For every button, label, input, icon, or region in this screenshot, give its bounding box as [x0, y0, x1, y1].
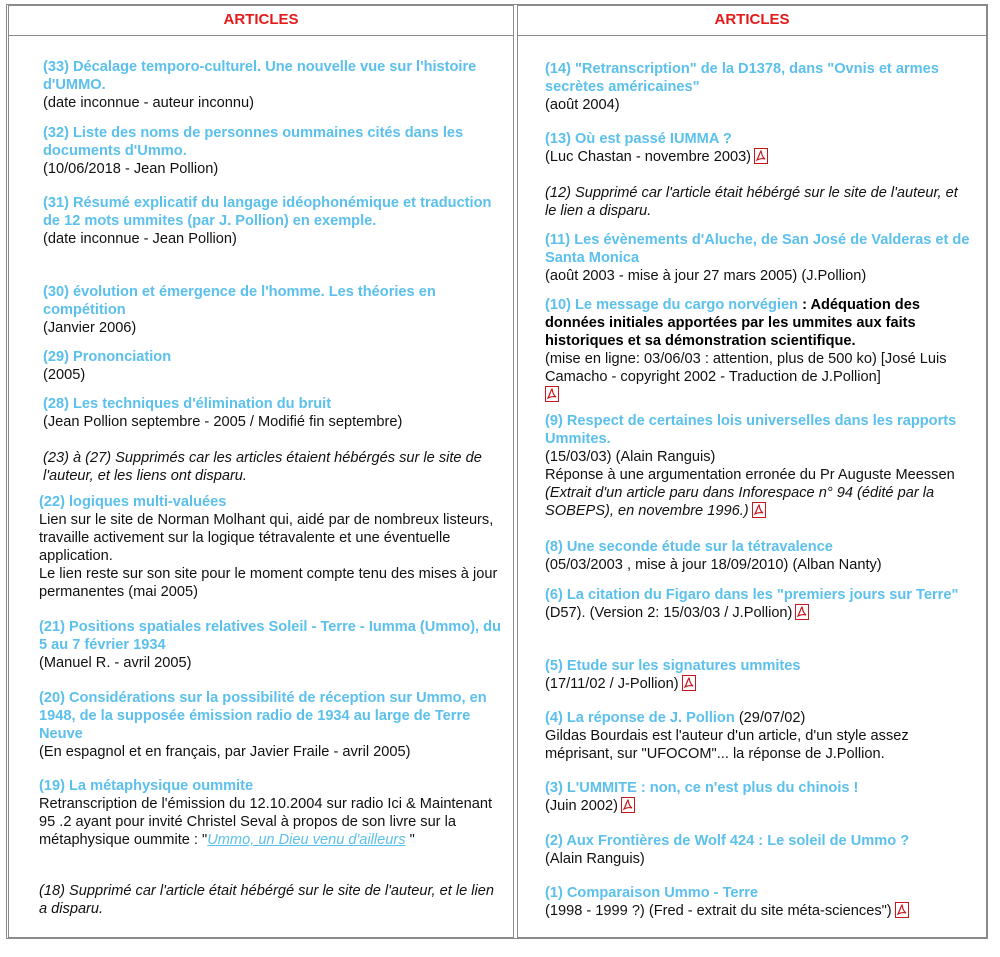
article-title-link[interactable]: (10) Le message du cargo norvégien: [545, 297, 799, 313]
pdf-icon[interactable]: [621, 797, 635, 813]
article-meta: (Manuel R. - avril 2005): [39, 655, 192, 671]
book-link[interactable]: Ummo, un Dieu venu d'ailleurs: [207, 832, 406, 848]
article-21: [39, 618, 501, 672]
article-meta: (05/03/2003 , mise à jour 18/09/2010) (Alban Nanty): [545, 557, 882, 573]
article-meta: (Luc Chastan - novembre 2003): [545, 149, 752, 165]
article-title-link[interactable]: (1) Comparaison Ummo - Terre: [545, 885, 758, 901]
article-6: [545, 586, 970, 622]
article-1: [545, 884, 970, 920]
article-title-link[interactable]: (30) évolution et émergence de l'homme. Les théories en compétition: [43, 284, 436, 318]
article-title-link[interactable]: (22) logiques multi-valuées: [39, 494, 227, 510]
pdf-icon[interactable]: [795, 604, 809, 620]
article-subtitle: : Adéquation des données initiales apportées par les ummites aux faits historiques et sa démonstration scientifique.: [545, 297, 920, 349]
article-5: [545, 657, 970, 693]
article-20: [39, 689, 501, 761]
article-31: [43, 194, 505, 248]
article-2: [545, 832, 970, 868]
column-header: ARTICLES: [518, 6, 986, 36]
article-9: [545, 412, 970, 520]
article-title-link[interactable]: (20) Considérations sur la possibilité de réception sur Ummo, en 1948, de la supposée émission radio de 1934 au large de Terre Neuve: [39, 690, 487, 742]
article-23-27-note: (23) à (27) Supprimés car les articles étaient hébérgés sur le site de l'auteur, et les liens ont disparu.: [43, 450, 482, 484]
article-10: [545, 296, 970, 404]
article-title-link[interactable]: (14) "Retranscription" de la D1378, dans "Ovnis et armes secrètes américaines": [545, 61, 939, 95]
article-title-link[interactable]: (33) Décalage temporo-culturel. Une nouvelle vue sur l'histoire d'UMMO.: [43, 59, 477, 93]
article-title-link[interactable]: (31) Résumé explicatif du langage idéophonémique et traduction de 12 mots ummites (par J. Pollion) en exemple.: [43, 195, 492, 229]
article-meta: (Juin 2002): [545, 798, 619, 814]
article-meta: (mise en ligne: 03/06/03 : attention, plus de 500 ko) [José Luis Camacho - copyright 2002 - Traduction de J.Pollion]: [545, 351, 947, 385]
article-8: [545, 538, 970, 574]
article-22: [39, 493, 501, 601]
article-title-link[interactable]: (13) Où est passé IUMMA ?: [545, 131, 732, 147]
article-title-link[interactable]: (32) Liste des noms de personnes oummaines cités dans les documents d'Ummo.: [43, 125, 464, 159]
article-12-note: (12) Supprimé car l'article était hébérgé sur le site de l'auteur, et le lien a disparu.: [545, 185, 958, 219]
article-meta: Lien sur le site de Norman Molhant qui, aidé par de nombreux listeurs, travaille activement sur la logique tétravalente et une éventuelle application.: [39, 512, 494, 564]
article-14: [545, 60, 970, 114]
column-header: ARTICLES: [9, 6, 513, 36]
article-meta: (1998 - 1999 ?) (Fred - extrait du site méta-sciences"): [545, 903, 892, 919]
pdf-icon[interactable]: [682, 675, 696, 691]
article-13: [545, 130, 970, 166]
article-meta: (Janvier 2006): [43, 320, 137, 336]
article-meta: (15/03/03) (Alain Ranguis): [545, 449, 716, 465]
article-11: [545, 231, 970, 285]
article-title-link[interactable]: (29) Prononciation: [43, 349, 172, 365]
article-meta-2: Le lien reste sur son site pour le moment compte tenu des mises à jour permanentes (mai 2005): [39, 566, 498, 600]
article-18-note: (18) Supprimé car l'article était hébérgé sur le site de l'auteur, et le lien a disparu.: [39, 883, 494, 917]
right-column: [517, 5, 987, 938]
article-meta: (17/11/02 / J-Pollion): [545, 676, 679, 692]
article-19: [39, 777, 501, 849]
pdf-icon[interactable]: [752, 502, 766, 518]
article-title-link[interactable]: (11) Les évènements d'Aluche, de San José de Valderas et de Santa Monica: [545, 232, 970, 266]
article-date: (29/07/02): [734, 710, 806, 726]
article-meta: (D57). (Version 2: 15/03/03 / J.Pollion): [545, 605, 793, 621]
article-meta-end: ": [405, 832, 415, 848]
article-meta: (Alain Ranguis): [545, 851, 645, 867]
article-title-link[interactable]: (8) Une seconde étude sur la tétravalence: [545, 539, 833, 555]
article-4: [545, 709, 970, 763]
articles-table: [6, 4, 988, 939]
article-meta: Retranscription de l'émission du 12.10.2004 sur radio Ici & Maintenant 95 .2 ayant pour invité Christel Seval à propos de son livre sur la métaphysique oummite : ": [39, 796, 493, 848]
article-29: [43, 348, 505, 384]
article-title-link[interactable]: (19) La métaphysique oummite: [39, 778, 254, 794]
article-extract-note: (Extrait d'un article paru dans Inforespace n° 94 (édité par la SOBEPS), en novembre 1996.): [545, 485, 935, 519]
article-3: [545, 779, 970, 815]
article-title-link[interactable]: (5) Etude sur les signatures ummites: [545, 658, 801, 674]
article-title-link[interactable]: (9) Respect de certaines lois universelles dans les rapports Ummites.: [545, 413, 957, 447]
article-28: [43, 395, 505, 431]
article-meta: (août 2003 - mise à jour 27 mars 2005) (J.Pollion): [545, 268, 867, 284]
article-meta: (août 2004): [545, 97, 620, 113]
article-meta: (En espagnol et en français, par Javier Fraile - avril 2005): [39, 744, 411, 760]
article-title-link[interactable]: (28) Les techniques d'élimination du bruit: [43, 396, 332, 412]
pdf-icon[interactable]: [895, 902, 909, 918]
pdf-icon[interactable]: [754, 148, 768, 164]
article-meta: (2005): [43, 367, 86, 383]
article-meta: (date inconnue - auteur inconnu): [43, 95, 254, 111]
pdf-icon[interactable]: [545, 386, 559, 402]
article-meta: (date inconnue - Jean Pollion): [43, 231, 237, 247]
article-meta: (Jean Pollion septembre - 2005 / Modifié fin septembre): [43, 414, 403, 430]
article-title-link[interactable]: (6) La citation du Figaro dans les "premiers jours sur Terre": [545, 587, 959, 603]
article-meta-2: Réponse à une argumentation erronée du Pr Auguste Meessen: [545, 467, 955, 483]
article-30: [43, 283, 505, 337]
article-meta: (10/06/2018 - Jean Pollion): [43, 161, 219, 177]
article-32: [43, 124, 505, 178]
article-title-link[interactable]: (3) L'UMMITE : non, ce n'est plus du chinois !: [545, 780, 859, 796]
article-title-link[interactable]: (2) Aux Frontières de Wolf 424 : Le soleil de Ummo ?: [545, 833, 910, 849]
article-title-link[interactable]: (21) Positions spatiales relatives Soleil - Terre - Iumma (Ummo), du 5 au 7 février 1934: [39, 619, 501, 653]
article-title-link[interactable]: (4) La réponse de J. Pollion: [545, 710, 735, 726]
article-meta: Gildas Bourdais est l'auteur d'un article, d'un style assez méprisant, sur "UFOCOM"... la réponse de J.Pollion.: [545, 728, 909, 762]
article-33: [43, 58, 505, 112]
left-column: [8, 5, 514, 938]
